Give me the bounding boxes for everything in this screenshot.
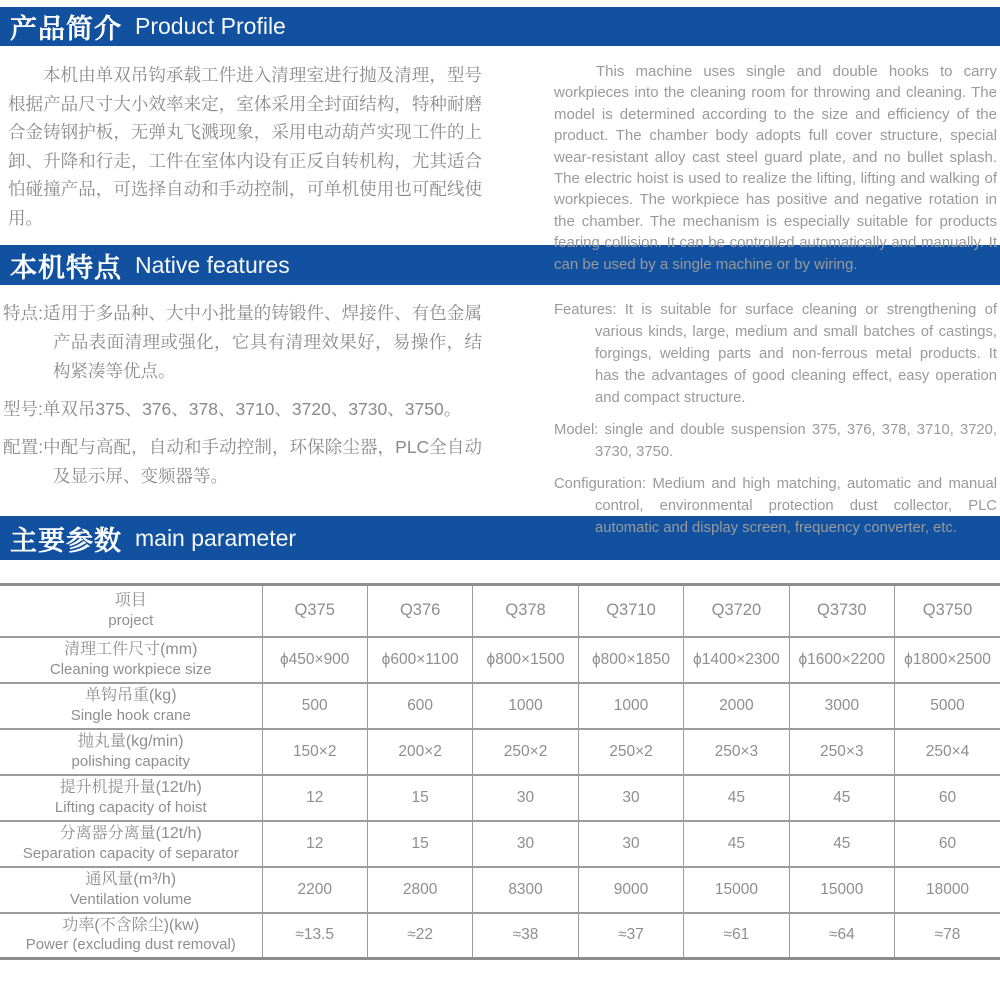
- model-header-cell: Q3720: [684, 585, 789, 637]
- value-cell: 12: [262, 775, 367, 821]
- row-label-cell: 单钩吊重(kg) Single hook crane: [0, 683, 262, 729]
- table-row: [0, 821, 1000, 867]
- value-cell: 2000: [684, 683, 789, 729]
- value-cell: ≈13.5: [262, 913, 367, 959]
- parameters-title-zh: 主要参数: [10, 525, 122, 556]
- value-cell: 200×2: [367, 729, 472, 775]
- feature-item-en: Features: It is suitable for surface cleaning or strengthening of various kinds, large, medium and small batches of castings, forgings, welding parts and non-ferrous metal products. It has the advantages of good cleaning effect, easy operation and compact structure.: [554, 302, 997, 406]
- features-text-zh: [3, 299, 482, 516]
- value-cell: 60: [895, 821, 1000, 867]
- row-label-cell: 抛丸量(kg/min) polishing capacity: [0, 729, 262, 775]
- value-cell: 45: [789, 775, 894, 821]
- table-corner-cell: 项目 project: [0, 585, 262, 637]
- value-cell: 45: [684, 821, 789, 867]
- page: [0, 7, 1000, 960]
- feature-item-zh: 型号:单双吊375、376、378、3710、3720、3730、3750。: [3, 399, 462, 419]
- model-header-cell: Q376: [367, 585, 472, 637]
- table-row: [0, 729, 1000, 775]
- value-cell: 1000: [473, 683, 578, 729]
- profile-title-en: Product Profile: [135, 13, 286, 39]
- profile-title-zh: 产品简介: [10, 14, 122, 44]
- value-cell: 250×2: [473, 729, 578, 775]
- value-cell: 250×4: [895, 729, 1000, 775]
- value-cell: 2200: [262, 867, 367, 913]
- value-cell: 12: [262, 821, 367, 867]
- profile-text-en: This machine uses single and double hooks to carry workpieces into the cleaning room for throwing and cleaning. The model is determined according to the size and efficiency of the product. The chamber body adopts full cover structure, special wear-resistant alloy cast steel guard plate, and no bullet splash. The electric hoist is used to realize the lifting, lifting and walking of workpieces. The workpiece has positive and negative rotation in the chamber. The mechanism is especially suitable for products fearing collision. It can be controlled automatically and manually. It can be used by a single machine or by wiring.: [554, 63, 997, 273]
- value-cell: 15: [367, 821, 472, 867]
- value-cell: ≈78: [895, 913, 1000, 959]
- table-row: [0, 775, 1000, 821]
- row-label-cell: 清理工件尺寸(mm) Cleaning workpiece size: [0, 637, 262, 683]
- value-cell: 250×2: [578, 729, 683, 775]
- model-header-cell: Q3750: [895, 585, 1000, 637]
- model-header-cell: Q3710: [578, 585, 683, 637]
- value-cell: ϕ1600×2200: [789, 637, 894, 683]
- value-cell: 500: [262, 683, 367, 729]
- table-row: [0, 637, 1000, 683]
- table-header-row: [0, 585, 1000, 637]
- value-cell: ≈37: [578, 913, 683, 959]
- value-cell: 3000: [789, 683, 894, 729]
- value-cell: ϕ1800×2500: [895, 637, 1000, 683]
- value-cell: ϕ600×1100: [367, 637, 472, 683]
- feature-item-zh: 配置:中配与高配，自动和手动控制，环保除尘器，PLC全自动及显示屏、变频器等。: [3, 437, 482, 486]
- value-cell: ϕ800×1500: [473, 637, 578, 683]
- table-row: [0, 867, 1000, 913]
- value-cell: 45: [789, 821, 894, 867]
- value-cell: 30: [473, 821, 578, 867]
- value-cell: ϕ1400×2300: [684, 637, 789, 683]
- value-cell: 30: [578, 775, 683, 821]
- value-cell: ϕ800×1850: [578, 637, 683, 683]
- features-section: [0, 285, 1000, 536]
- value-cell: 45: [684, 775, 789, 821]
- features-title-en: Native features: [135, 251, 290, 278]
- value-cell: ≈22: [367, 913, 472, 959]
- row-label-cell: 通风量(m³/h) Ventilation volume: [0, 867, 262, 913]
- feature-item-en: Configuration: Medium and high matching, automatic and manual control, environmental protection dust collector, PLC automatic and display screen, frequency converter, etc.: [554, 476, 997, 536]
- row-label-cell: 分离器分离量(12t/h) Separation capacity of separator: [0, 821, 262, 867]
- parameters-table: [0, 583, 1000, 960]
- profile-header-band: [0, 7, 1000, 46]
- value-cell: 1000: [578, 683, 683, 729]
- value-cell: ϕ450×900: [262, 637, 367, 683]
- value-cell: 8300: [473, 867, 578, 913]
- value-cell: 15: [367, 775, 472, 821]
- value-cell: 15000: [684, 867, 789, 913]
- value-cell: 9000: [578, 867, 683, 913]
- value-cell: ≈38: [473, 913, 578, 959]
- value-cell: 30: [473, 775, 578, 821]
- feature-item-zh: 特点:适用于多品种、大中小批量的铸锻件、焊接件、有色金属产品表面清理或强化，它具有清理效果好，易操作，结构紧凑等优点。: [3, 303, 482, 381]
- model-header-cell: Q3730: [789, 585, 894, 637]
- profile-text-zh: 本机由单双吊钩承载工件进入清理室进行抛及清理，型号根据产品尺寸大小效率来定，室体采用全封面结构，特种耐磨合金铸钢护板，无弹丸飞溅现象，采用电动葫芦实现工件的上卸、升降和行走，工件在室体内设有正反自转机构，尤其适合怕碰撞产品，可选择自动和手动控制，可单机使用也可配线使用。: [8, 65, 482, 228]
- value-cell: 250×3: [789, 729, 894, 775]
- parameters-title-en: main parameter: [135, 524, 297, 551]
- model-header-cell: Q378: [473, 585, 578, 637]
- row-label-cell: 提升机提升量(12t/h) Lifting capacity of hoist: [0, 775, 262, 821]
- value-cell: ≈64: [789, 913, 894, 959]
- value-cell: 250×3: [684, 729, 789, 775]
- table-row: [0, 913, 1000, 959]
- model-header-cell: Q375: [262, 585, 367, 637]
- row-label-cell: 功率(不含除尘)(kw) Power (excluding dust removal): [0, 913, 262, 959]
- value-cell: 150×2: [262, 729, 367, 775]
- value-cell: 2800: [367, 867, 472, 913]
- value-cell: 30: [578, 821, 683, 867]
- value-cell: 18000: [895, 867, 1000, 913]
- value-cell: 15000: [789, 867, 894, 913]
- features-text-en: [554, 299, 997, 536]
- value-cell: ≈61: [684, 913, 789, 959]
- value-cell: 5000: [895, 683, 1000, 729]
- feature-item-en: Model: single and double suspension 375, 376, 378, 3710, 3720, 3730, 3750.: [554, 422, 997, 460]
- value-cell: 600: [367, 683, 472, 729]
- value-cell: 60: [895, 775, 1000, 821]
- features-title-zh: 本机特点: [10, 252, 122, 283]
- table-row: [0, 683, 1000, 729]
